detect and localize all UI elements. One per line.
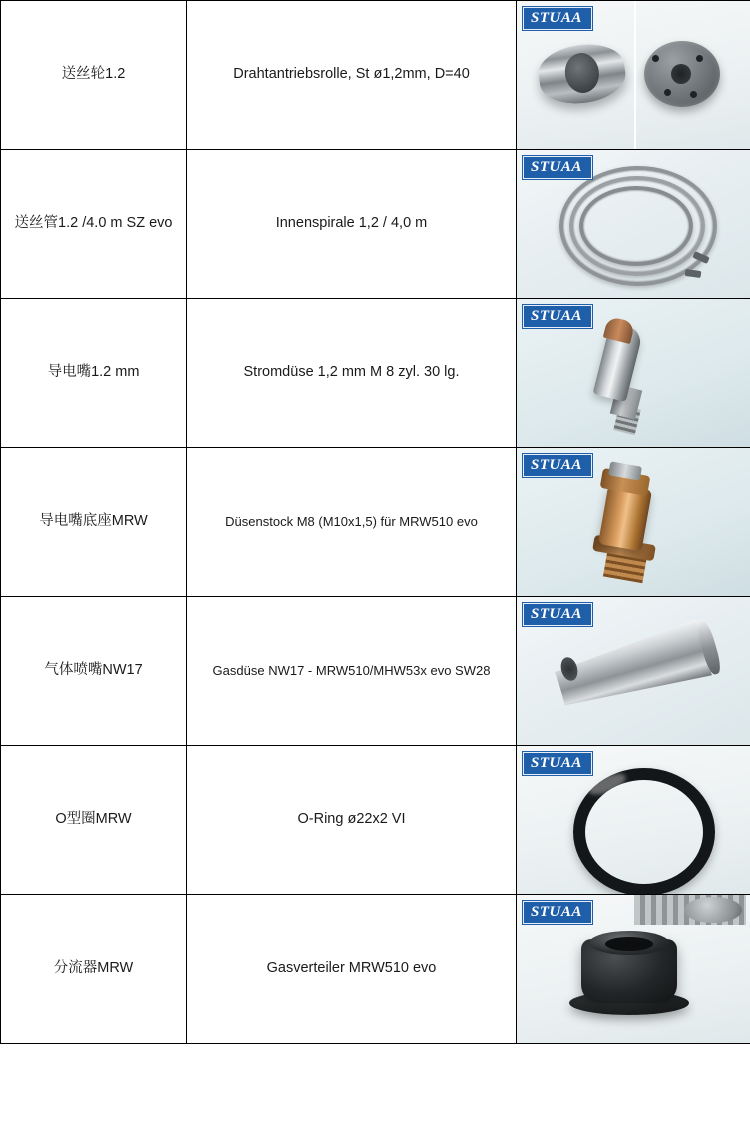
- part-name-de: Gasdüse NW17 - MRW510/MHW53x evo SW28: [187, 597, 517, 746]
- disc-hole-icon: [664, 89, 671, 96]
- disc-hole-icon: [690, 91, 697, 98]
- part-image-cell: [517, 895, 750, 1044]
- disc-hole-icon: [696, 55, 703, 62]
- part-image-cell: [517, 597, 750, 746]
- part-name-de: Drahtantriebsrolle, St ø1,2mm, D=40: [187, 1, 517, 150]
- part-name-de: Stromdüse 1,2 mm M 8 zyl. 30 lg.: [187, 299, 517, 448]
- background-ring: [684, 897, 742, 923]
- part-image-cell: [517, 448, 750, 597]
- contact-tip-photo: [517, 299, 750, 447]
- o-ring-photo: [517, 746, 750, 894]
- disc-hole-icon: [652, 55, 659, 62]
- part-name-cn: 导电嘴底座MRW: [1, 448, 187, 597]
- part-image-cell: [517, 299, 750, 448]
- brand-logo: STUAA: [523, 454, 592, 477]
- part-name-de: Innenspirale 1,2 / 4,0 m: [187, 150, 517, 299]
- roller-disc: [644, 41, 720, 107]
- table-row: [1, 299, 750, 448]
- liner-spiral-photo: [517, 150, 750, 298]
- spiral-coil: [579, 186, 693, 266]
- distributor-bore: [605, 937, 653, 951]
- part-name-de: Gasverteiler MRW510 evo: [187, 895, 517, 1044]
- part-name-de: O-Ring ø22x2 VI: [187, 746, 517, 895]
- part-name-cn: 送丝管1.2 /4.0 m SZ evo: [1, 150, 187, 299]
- table-row: [1, 895, 750, 1044]
- brand-logo: STUAA: [523, 7, 592, 30]
- brand-logo: STUAA: [523, 901, 592, 924]
- brand-logo: STUAA: [523, 752, 592, 775]
- part-image-cell: [517, 150, 750, 299]
- brand-logo: STUAA: [523, 603, 592, 626]
- table-row: [1, 150, 750, 299]
- gas-distributor-photo: [517, 895, 750, 1043]
- table-row: [1, 1, 750, 150]
- part-name-de: Düsenstock M8 (M10x1,5) für MRW510 evo: [187, 448, 517, 597]
- brand-logo: STUAA: [523, 156, 592, 179]
- table-row: [1, 597, 750, 746]
- part-name-cn: 分流器MRW: [1, 895, 187, 1044]
- table-row: [1, 448, 750, 597]
- table-row: [1, 746, 750, 895]
- brand-logo: STUAA: [523, 305, 592, 328]
- part-name-cn: 送丝轮1.2: [1, 1, 187, 150]
- part-image-cell: [517, 1, 750, 150]
- tip-holder-photo: [517, 448, 750, 596]
- part-name-cn: 导电嘴1.2 mm: [1, 299, 187, 448]
- wire-feed-roller-photo: [517, 1, 750, 149]
- gas-nozzle-photo: [517, 597, 750, 745]
- part-name-cn: O型圈MRW: [1, 746, 187, 895]
- photo-divider: [634, 1, 636, 149]
- part-image-cell: [517, 746, 750, 895]
- part-name-cn: 气体喷嘴NW17: [1, 597, 187, 746]
